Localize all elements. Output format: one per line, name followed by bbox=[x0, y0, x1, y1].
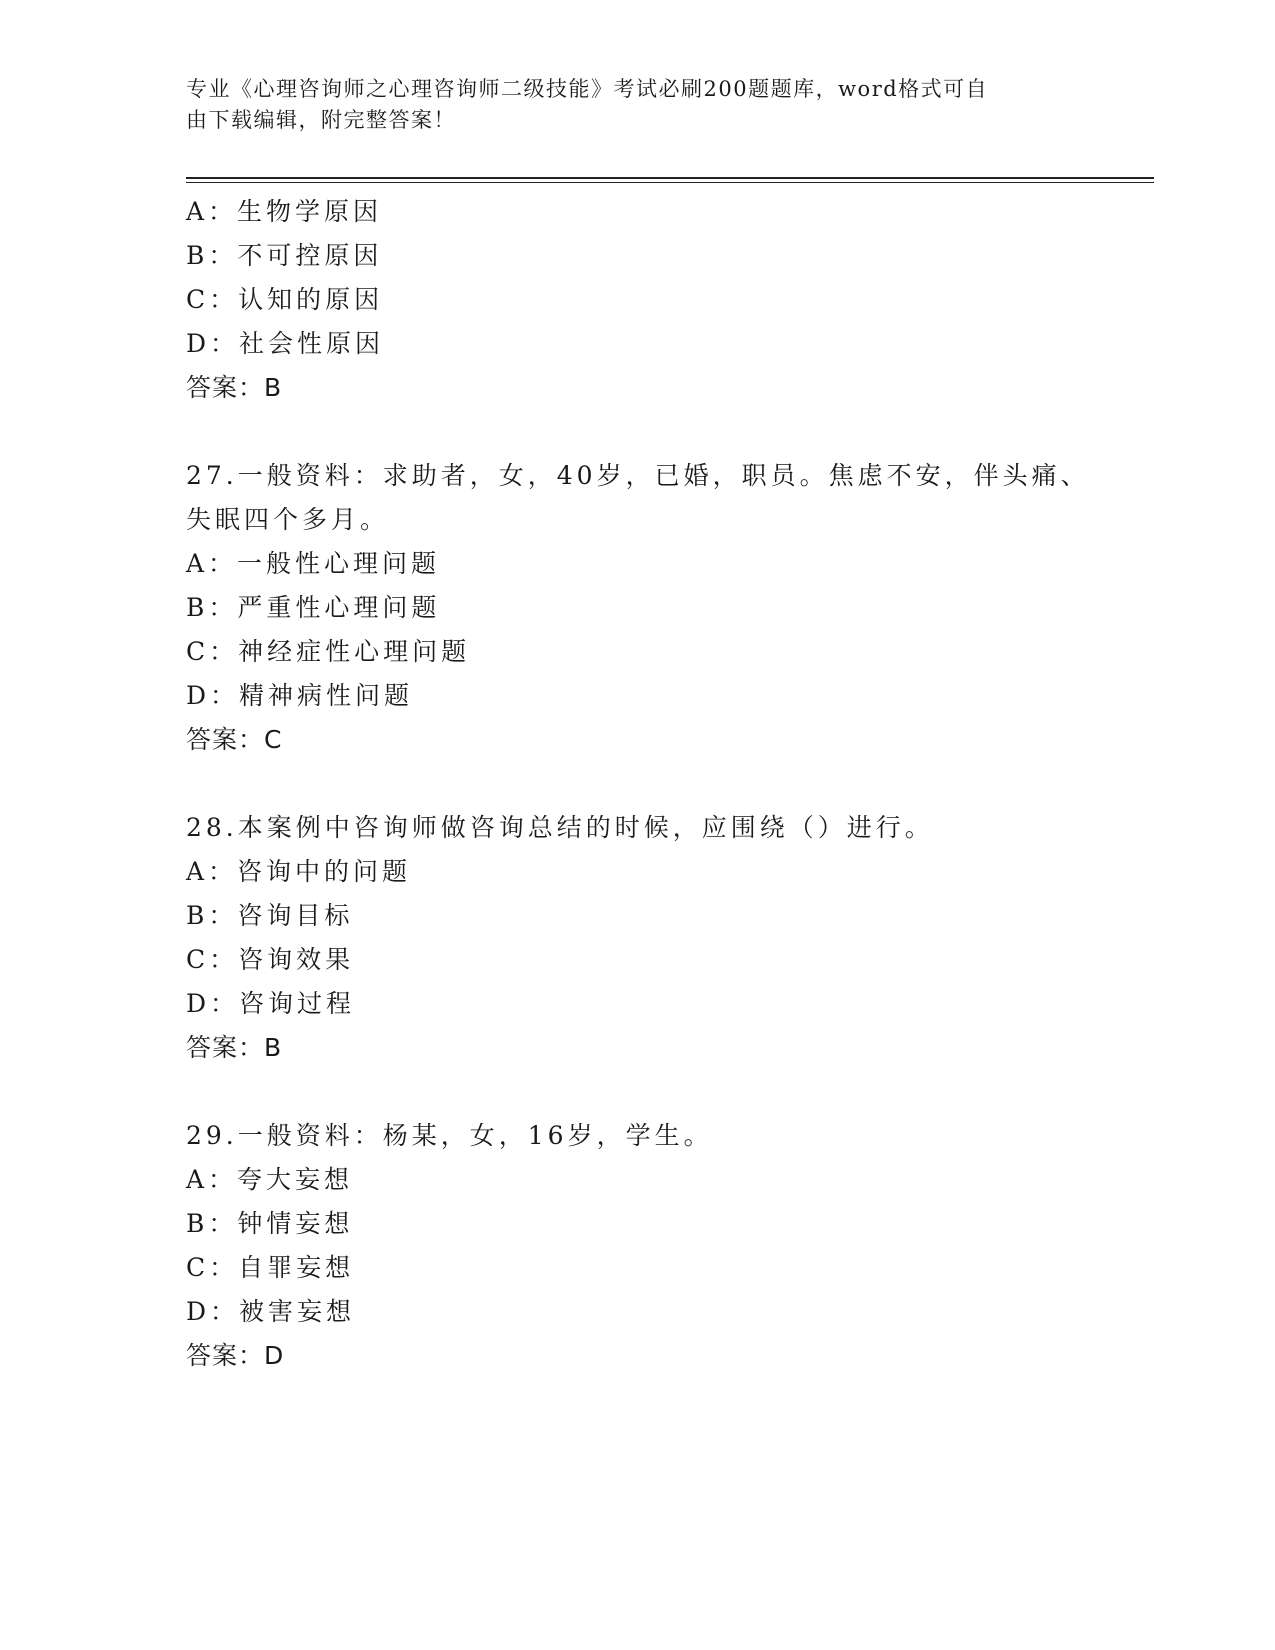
q26-answer: 答案：B bbox=[186, 373, 283, 402]
q27-option-c: C：神经症性心理问题 bbox=[186, 637, 471, 666]
header-line-2: 由下载编辑，附完整答案！ bbox=[186, 108, 456, 132]
q26-option-b: B：不可控原因 bbox=[186, 241, 383, 270]
q28-option-b: B：咨询目标 bbox=[186, 901, 354, 930]
q29-answer: 答案：D bbox=[186, 1341, 285, 1370]
q29-option-a: A：夸大妄想 bbox=[186, 1165, 354, 1194]
q28-option-c: C：咨询效果 bbox=[186, 945, 355, 974]
q26-option-a: A：生物学原因 bbox=[186, 197, 383, 226]
header-divider-thick bbox=[186, 177, 1154, 179]
q29-stem: 29.一般资料：杨某，女，16岁，学生。 bbox=[186, 1121, 713, 1150]
q27-answer: 答案：C bbox=[186, 725, 283, 754]
q29-option-c: C：自罪妄想 bbox=[186, 1253, 355, 1282]
document-header bbox=[186, 74, 1066, 136]
q28-stem: 28.本案例中咨询师做咨询总结的时候，应围绕（）进行。 bbox=[186, 813, 934, 842]
q27-stem-line-2: 失眠四个多月。 bbox=[186, 505, 390, 534]
q27-option-d: D：精神病性问题 bbox=[186, 681, 414, 710]
q29-option-d: D：被害妄想 bbox=[186, 1297, 356, 1326]
header-divider-thin bbox=[186, 182, 1154, 183]
q27-option-b: B：严重性心理问题 bbox=[186, 593, 441, 622]
q27-option-a: A：一般性心理问题 bbox=[186, 549, 441, 578]
q29-option-b: B：钟情妄想 bbox=[186, 1209, 354, 1238]
q28-answer: 答案：B bbox=[186, 1033, 283, 1062]
q26-option-c: C：认知的原因 bbox=[186, 285, 384, 314]
q28-option-a: A：咨询中的问题 bbox=[186, 857, 412, 886]
header-line-1: 专业《心理咨询师之心理咨询师二级技能》考试必刷200题题库，word格式可自 bbox=[186, 77, 989, 101]
q28-option-d: D：咨询过程 bbox=[186, 989, 356, 1018]
q26-option-d: D：社会性原因 bbox=[186, 329, 385, 358]
q27-stem-line-1: 27.一般资料：求助者，女，40岁，已婚，职员。焦虑不安，伴头痛、 bbox=[186, 461, 1090, 490]
